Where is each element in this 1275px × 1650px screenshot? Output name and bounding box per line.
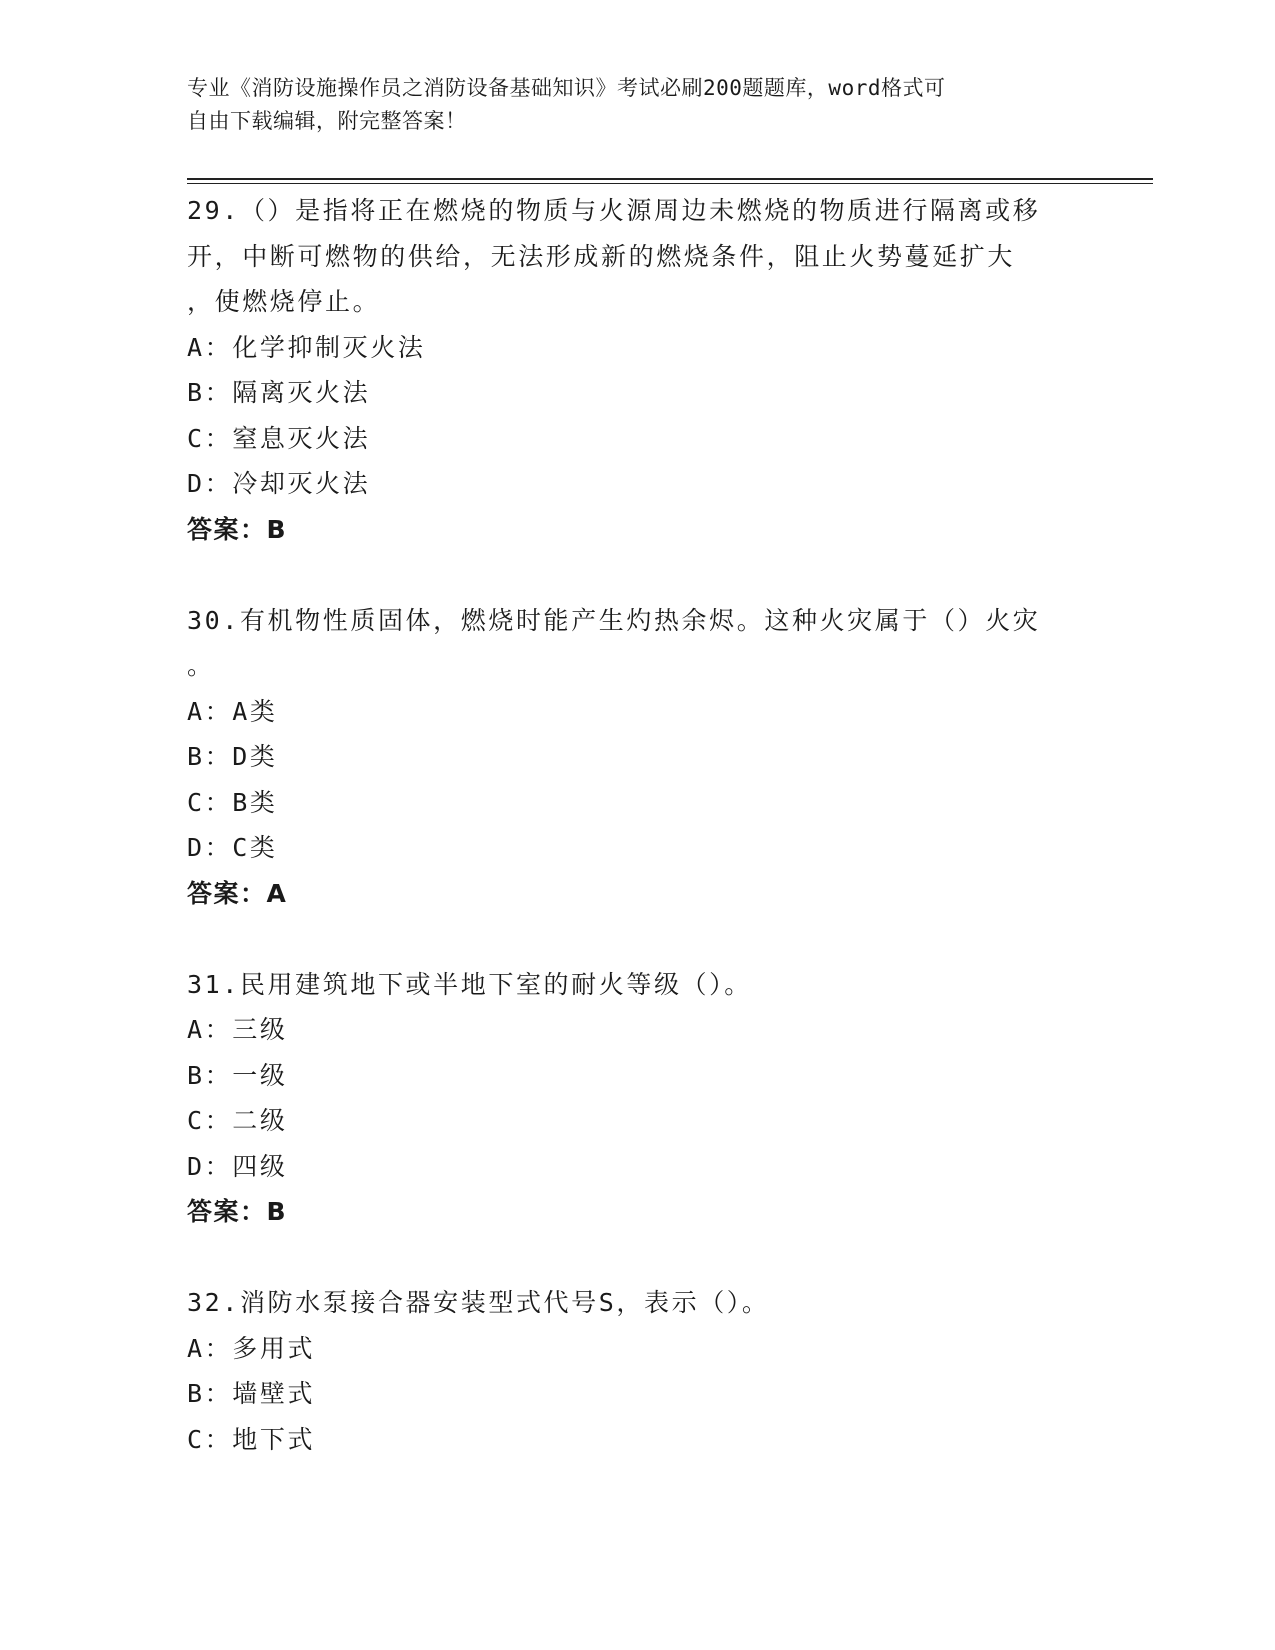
question-32	[187, 1280, 1087, 1462]
header-divider-thin	[187, 183, 1153, 184]
answer-value: B	[266, 514, 288, 544]
question-stem-line: 开，中断可燃物的供给，无法形成新的燃烧条件，阻止火势蔓延扩大	[187, 241, 1016, 271]
option-b: B：D类	[187, 742, 278, 771]
header-divider-thick	[187, 178, 1153, 180]
header-line-2: 自由下载编辑，附完整答案！	[187, 109, 467, 133]
question-stem-line: 32.消防水泵接合器安装型式代号S，表示（）。	[187, 1288, 770, 1317]
option-b: B：隔离灭火法	[187, 378, 371, 407]
document-header	[187, 72, 1077, 138]
answer-line	[187, 871, 1087, 917]
option-c: C：地下式	[187, 1424, 316, 1454]
answer-value: A	[266, 878, 288, 908]
option-a: A：化学抑制灭火法	[187, 332, 426, 362]
question-stem-line: 31.民用建筑地下或半地下室的耐火等级（）。	[187, 969, 752, 999]
option-d: D：冷却灭火法	[187, 469, 371, 498]
option-c: C：B类	[187, 787, 278, 817]
option-a: A：多用式	[187, 1333, 316, 1363]
question-stem-line: ，使燃烧停止。	[187, 287, 381, 316]
question-stem-line: 30.有机物性质固体，燃烧时能产生灼热余烬。这种火灾属于（）火灾	[187, 605, 1041, 635]
option-b: B：一级	[187, 1060, 288, 1090]
option-d: D：四级	[187, 1151, 288, 1181]
answer-label: 答案：	[187, 878, 267, 908]
option-d: D：C类	[187, 833, 278, 862]
header-line-1: 专业《消防设施操作员之消防设备基础知识》考试必刷200题题库，word格式可	[187, 76, 946, 100]
question-stem-line: 29.（）是指将正在燃烧的物质与火源周边未燃烧的物质进行隔离或移	[187, 196, 1041, 225]
answer-value: B	[266, 1197, 288, 1226]
question-31	[187, 962, 1087, 1235]
question-list	[187, 188, 1087, 1508]
question-30	[187, 598, 1087, 917]
option-a: A：三级	[187, 1015, 288, 1044]
option-c: C：二级	[187, 1106, 288, 1135]
option-b: B：墙壁式	[187, 1379, 316, 1408]
answer-label: 答案：	[187, 1197, 267, 1226]
answer-label: 答案：	[187, 514, 267, 544]
option-a: A：A类	[187, 696, 278, 726]
question-29	[187, 188, 1087, 552]
answer-line	[187, 507, 1087, 553]
option-c: C：窒息灭火法	[187, 423, 371, 453]
question-stem-line: 。	[187, 651, 215, 680]
answer-line	[187, 1189, 1087, 1235]
